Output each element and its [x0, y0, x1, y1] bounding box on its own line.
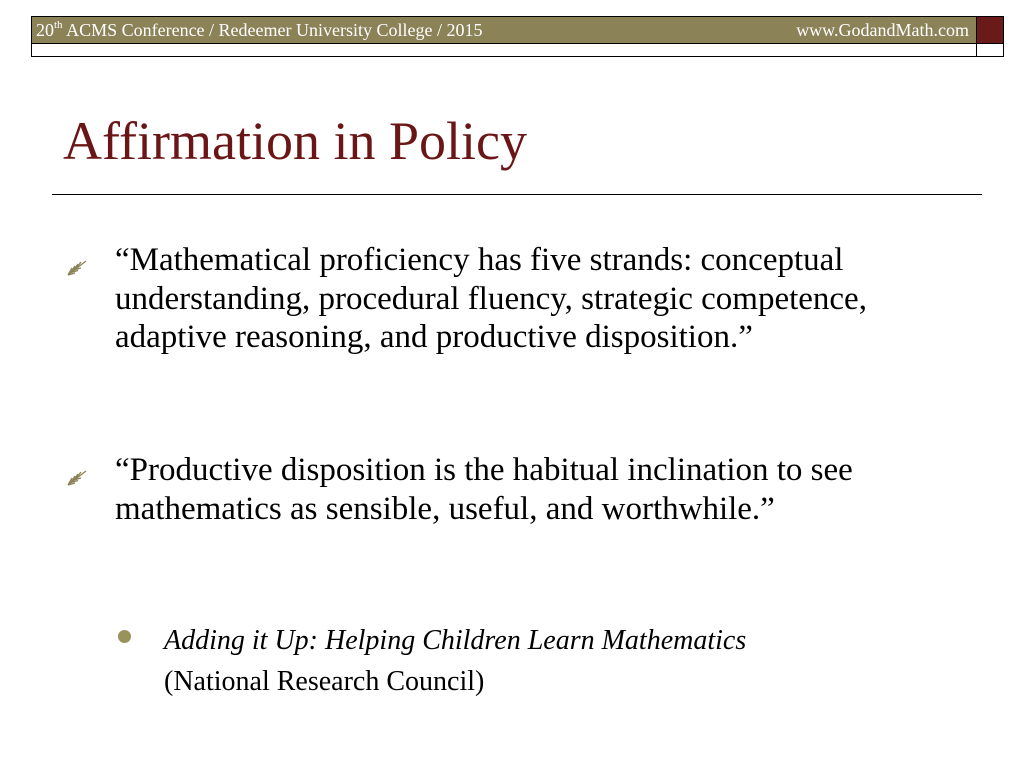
feather-quill-icon [66, 259, 88, 277]
citation-text [164, 620, 984, 702]
bullet-text: “Mathematical proficiency has five strands: conceptual understanding, procedural fluency, strategic competence, adaptive reasoning, and productive disposition.” [115, 242, 867, 355]
header-website: www.GodandMath.com [796, 20, 969, 40]
header-superscript: th [54, 19, 63, 31]
feather-quill-icon [66, 469, 88, 487]
bullet-text: “Productive disposition is the habitual inclination to see mathematics as sensible, useful, and worthwhile.” [115, 452, 853, 527]
header-conference-text [36, 20, 482, 41]
slide-title: Affirmation in Policy [63, 111, 527, 171]
header-band [31, 16, 976, 44]
citation-source: (National Research Council) [164, 666, 485, 697]
book-title: Adding it Up: Helping Children Learn Mathematics [164, 625, 747, 656]
header-accent-square [976, 16, 1004, 44]
header-frame-line-right [976, 44, 1004, 57]
header-year-number: 20 [36, 20, 54, 40]
header-conference-rest: ACMS Conference / Redeemer University College / 2015 [62, 20, 483, 40]
header-frame-line [31, 44, 976, 57]
title-divider [52, 194, 982, 195]
dot-icon [118, 630, 131, 643]
